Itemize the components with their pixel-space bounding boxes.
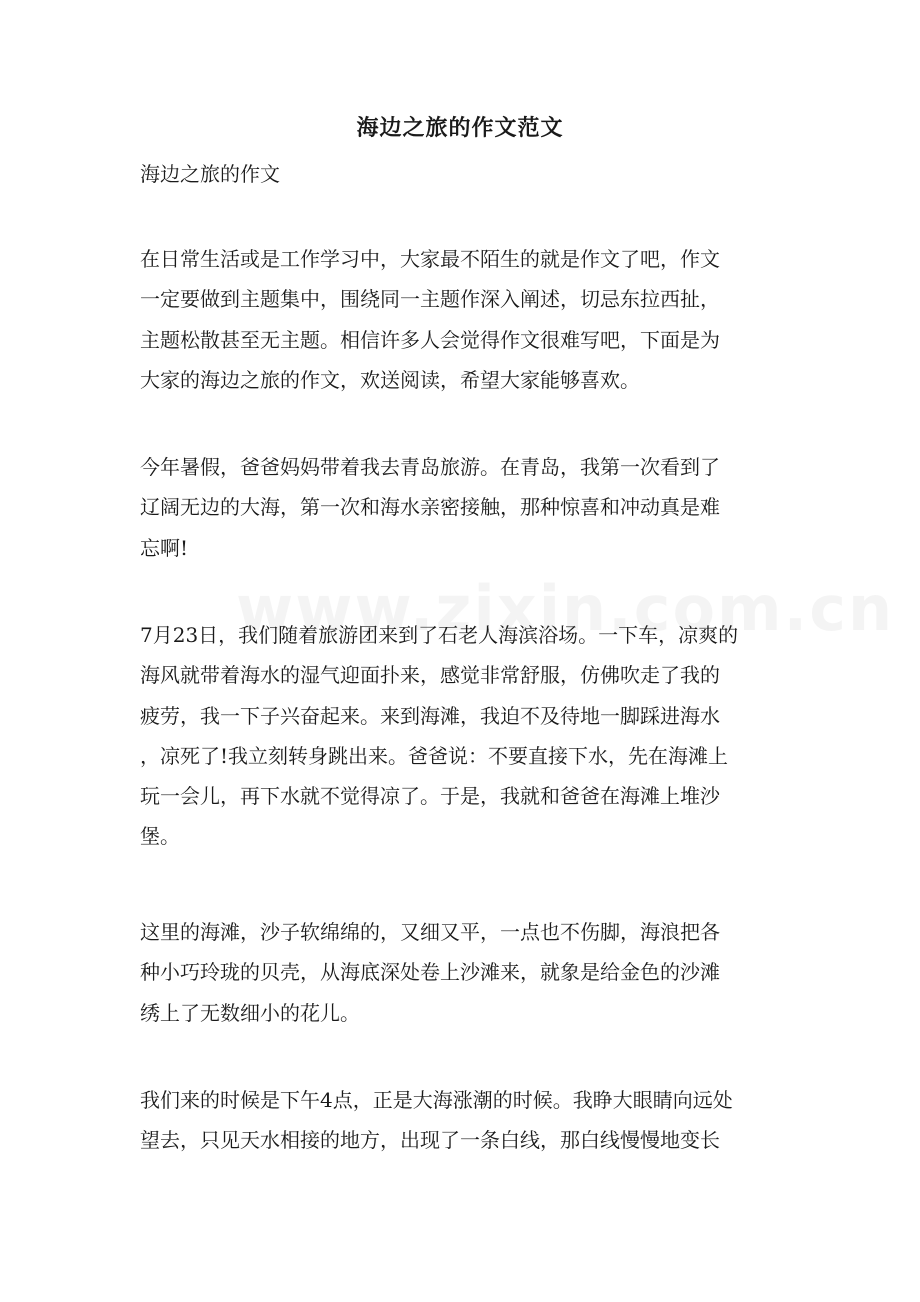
paragraph-line: 这里的海滩，沙子软绵绵的，又细又平，一点也不伤脚，海浪把各 (140, 920, 720, 944)
paragraph-tide (140, 1080, 780, 1161)
paragraph-line: 大家的海边之旅的作文，欢送阅读，希望大家能够喜欢。 (140, 367, 640, 392)
paragraph-line: 辽阔无边的大海，第一次和海水亲密接触，那种惊喜和冲动真是难 (140, 495, 720, 520)
paragraph-line: 在日常生活或是工作学习中，大家最不陌生的就是作文了吧，作文 (140, 247, 720, 271)
paragraph-line: 我们来的时候是下午4点，正是大海涨潮的时候。我睁大眼睛向远处 (140, 1088, 733, 1112)
paragraph-line: ，凉死了!我立刻转身跳出来。爸爸说：不要直接下水，先在海滩上 (140, 743, 729, 768)
paragraph-line: 玩一会儿，再下水就不觉得凉了。于是，我就和爸爸在海滩上堆沙 (140, 784, 720, 809)
document-title: 海边之旅的作文范文 (356, 115, 564, 141)
paragraph-intro (140, 239, 780, 400)
paragraph-beach-arrival (140, 615, 780, 857)
paragraph-line: 种小巧玲珑的贝壳，从海底深处卷上沙滩来，就象是给金色的沙滩 (140, 960, 720, 985)
paragraph-summer-trip (140, 447, 780, 568)
paragraph-line: 一定要做到主题集中，围绕同一主题作深入阐述，切忌东拉西扯， (140, 287, 720, 312)
paragraph-line: 望去，只见天水相接的地方，出现了一条白线，那白线慢慢地变长 (140, 1128, 720, 1153)
paragraph-line: 忘啊! (140, 535, 189, 560)
paragraph-line: 主题松散甚至无主题。相信许多人会觉得作文很难写吧，下面是为 (140, 327, 720, 352)
paragraph-sand (140, 912, 780, 1033)
document-subtitle: 海边之旅的作文 (140, 162, 280, 186)
paragraph-line: 海风就带着海水的湿气迎面扑来，感觉非常舒服，仿佛吹走了我的 (140, 663, 720, 688)
paragraph-line: 今年暑假，爸爸妈妈带着我去青岛旅游。在青岛，我第一次看到了 (140, 455, 720, 479)
paragraph-line: 绣上了无数细小的花儿。 (140, 1000, 360, 1025)
paragraph-line: 堡。 (140, 824, 180, 849)
paragraph-line: 7月23日，我们随着旅游团来到了石老人海滨浴场。一下车，凉爽的 (140, 623, 739, 647)
paragraph-line: 疲劳，我一下子兴奋起来。来到海滩，我迫不及待地一脚踩进海水 (140, 703, 720, 728)
